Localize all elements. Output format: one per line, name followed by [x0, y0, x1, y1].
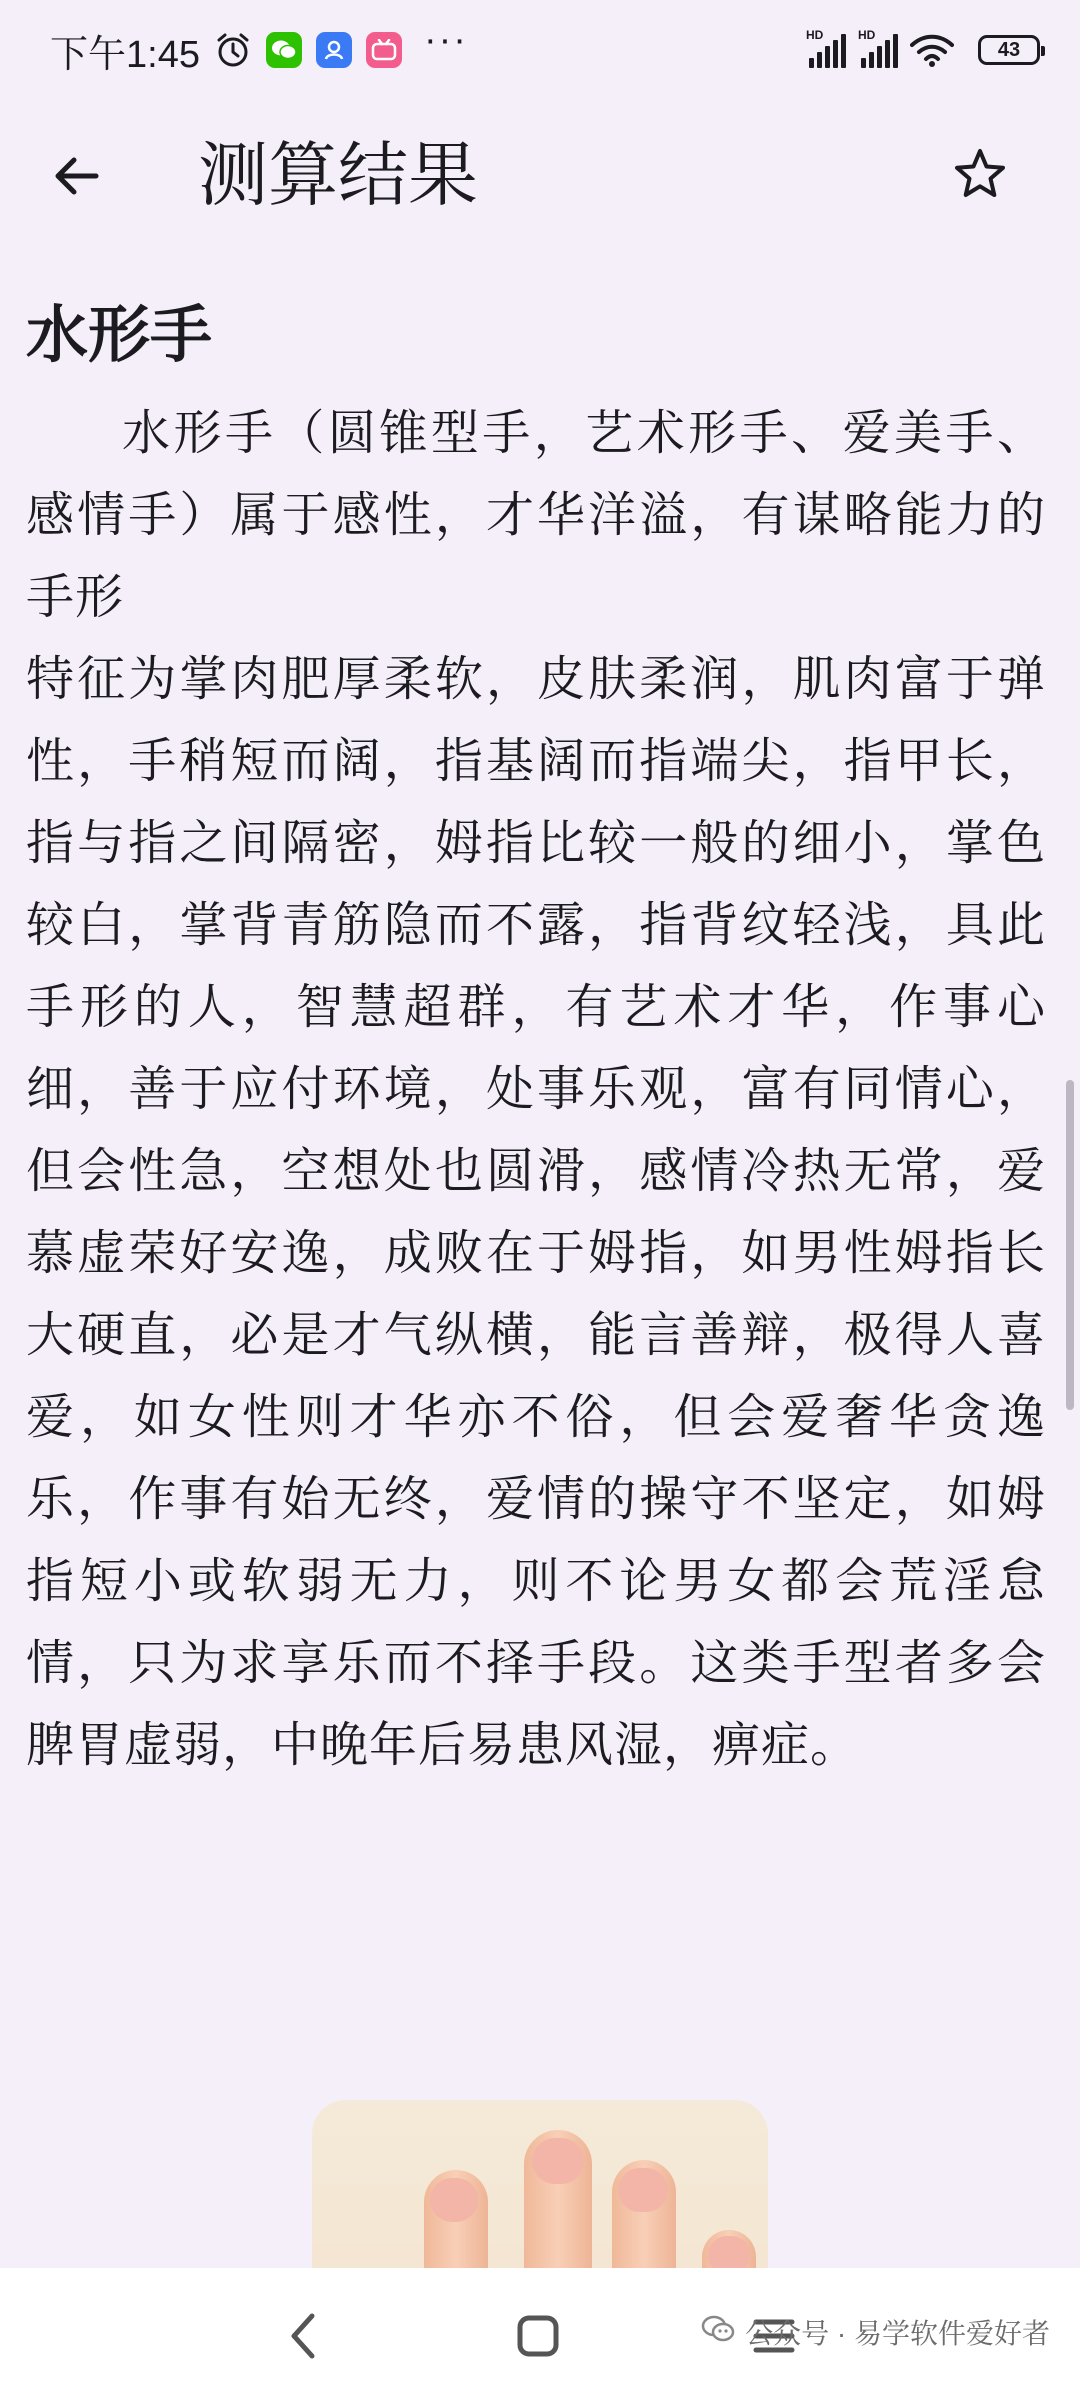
back-button[interactable]: [40, 140, 112, 212]
nav-back-button[interactable]: [264, 2296, 344, 2376]
nav-home-button[interactable]: [498, 2296, 578, 2376]
nav-back-icon: [284, 2312, 324, 2360]
star-outline-icon: [952, 146, 1008, 202]
hd-label: HD: [858, 28, 876, 42]
signal-icon-1: [806, 28, 846, 68]
wechat-official-account-icon: [701, 2315, 735, 2350]
intro-paragraph: 水形手（圆锥型手，艺术形手、爱美手、感情手）属于感性，才华洋溢，有谋略能力的手形: [26, 405, 1046, 625]
navigation-bar: [0, 2268, 1080, 2400]
watermark: [701, 2312, 1050, 2352]
favorite-button[interactable]: [944, 138, 1016, 210]
watermark-text: 公众号 · 易学软件爱好者: [745, 2318, 1050, 2349]
page-title: 测算结果: [198, 134, 478, 216]
description-paragraph: 特征为掌肉肥厚柔软，皮肤柔润，肌肉富于弹性，手稍短而阔，指基阔而指端尖，指甲长，指与指之间隔密，姆指比较一般的细小，掌色较白，掌背青筋隐而不露，指背纹轻浅，具此手形的人，智慧超群，有艺术才华，作事心细，善于应付环境，处事乐观，富有同情心，但会性急，空想处也圆滑，感情冷热无常，爱慕虚荣好安逸，成败在于姆指，如男性姆指长大硬直，必是才气纵横，能言善辩，极得人喜爱，如女性则才华亦不俗，但会爱奢华贪逸乐，作事有始无终，爱情的操守不坚定，如姆指短小或软弱无力，则不论男女都会荒淫怠情，只为求享乐而不择手段。这类手型者多会脾胃虚弱，中晚年后易患风湿，痹症。: [26, 651, 1046, 1773]
alarm-icon: [214, 31, 252, 69]
result-content: [26, 290, 1046, 1786]
signal-icon-2: [858, 28, 898, 68]
status-bar: [0, 0, 1080, 100]
scrollbar[interactable]: [1066, 1080, 1074, 1410]
more-notifications-icon: ···: [423, 19, 468, 61]
top-app-bar: [0, 100, 1080, 250]
nav-home-icon: [516, 2314, 560, 2358]
wifi-icon: [910, 33, 954, 67]
bilibili-app-icon: [366, 32, 402, 68]
battery-icon: 43: [978, 35, 1040, 65]
hd-label: HD: [806, 28, 824, 42]
section-heading: 水形手: [26, 298, 213, 371]
contacts-app-icon: [316, 32, 352, 68]
arrow-left-icon: [50, 150, 102, 202]
wechat-app-icon: [266, 32, 302, 68]
status-time: 下午1:45: [50, 33, 200, 76]
